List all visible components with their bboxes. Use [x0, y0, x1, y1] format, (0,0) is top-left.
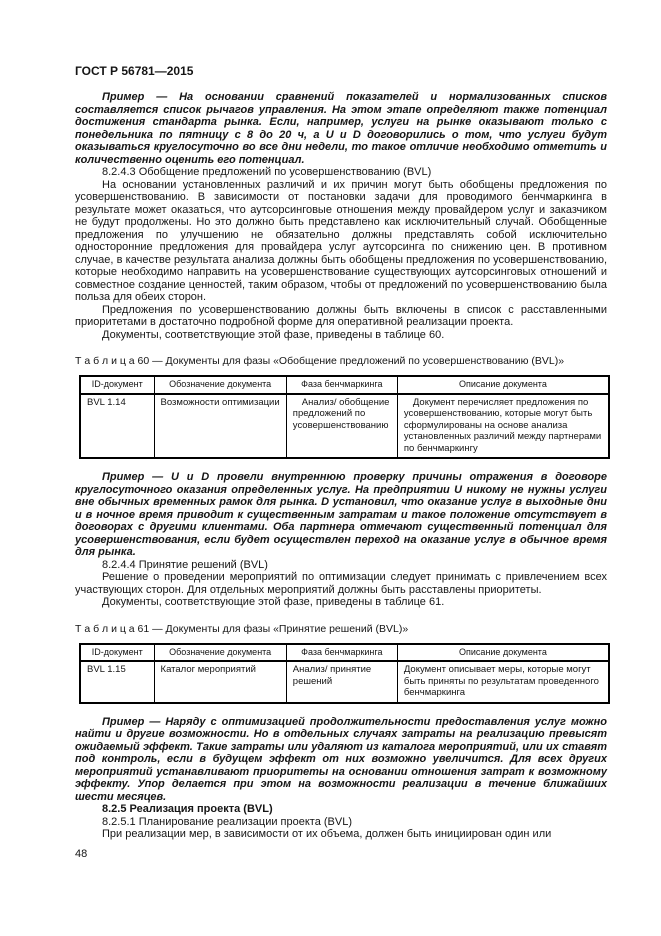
table-60-header-description: Описание документа [397, 376, 609, 394]
table-61-header-phase: Фаза бенчмаркинга [286, 644, 397, 662]
section-heading-8-2-4-3: 8.2.4.3 Обобщение предложений по усовершенствованию (BVL) [102, 166, 432, 178]
section-heading-8-2-4-4: 8.2.4.4 Принятие решений (BVL) [102, 558, 268, 571]
table-61-cell-designation: Каталог мероприятий [154, 661, 286, 703]
table-60-cell-designation: Возможности оптимизации [154, 394, 286, 459]
section-heading-8-2-5-1: 8.2.5.1 Планирование реализации проекта (BVL) [102, 815, 352, 828]
table-60 [79, 375, 610, 459]
table-61-cell-description: Документ описывает меры, которые могут быть приняты по результатам проведенного бенчмаркинга [397, 661, 609, 703]
table-60-header-id: ID-документ [80, 376, 154, 394]
example-paragraph-2: Пример — U и D провели внутреннюю проверку причины отражения в договоре круглосуточного оказания определенных услуг. На предприятии U никому не нужны услуги вне обычных временных рамок для рынка. D установил, что оказание услуг в выходные дни и в ночное время приводит к существенным затратам и такое положение отсутствует в договорах с другими клиентами. Оба партнера отмечают существенный потенциал для усовершенствования, если будет осуществлен переход на оказание услуг в обычное время для рынка. [75, 471, 607, 558]
table-61-header-designation: Обозначение документа [154, 644, 286, 662]
example-paragraph-3: Пример — Наряду с оптимизацией продолжительности предоставления услуг можно найти и другие возможности. Но в отдельных случаях затраты на реализацию превысят ожидаемый эффект. Такие затраты или удаляют из каталога мероприятий, или их ставят под контроль, если в будущем эффект от них возможно увеличится. Для всех других мероприятий устанавливают приоритеты на основании отношения затрат к возможному эффекту. Упор делается при этом на возможности реализации в течение ближайших шести месяцев. [75, 715, 607, 803]
page-content [75, 64, 607, 841]
example-paragraph-1: Пример — На основании сравнений показателей и нормализованных списков составляется список рычагов управления. На этом этапе определяют также потенциал достижения стандарта рынка. Если, например, услуги на рынке оказывают только с понедельника по пятницу с 8 до 20 ч, а U и D договорились о том, что услуги будут оказываться круглосуточно во все дни недели, то такое отличие необходимо отметить и количественно оценить его потенциал. [75, 91, 607, 166]
section-heading-8-2-5: 8.2.5 Реализация проекта (BVL) [102, 803, 273, 815]
standard-number-header: ГОСТ Р 56781—2015 [75, 64, 194, 78]
table-61-header-row [80, 644, 609, 662]
table-61-cell-phase: Анализ/ принятие решений [286, 661, 397, 703]
table-61 [79, 643, 610, 704]
table-61-header-id: ID-документ [80, 644, 154, 662]
body-paragraph-5: Документы, соответствующие этой фазе, приведены в таблице 61. [102, 596, 445, 608]
page-number: 48 [75, 848, 88, 860]
table-60-caption: Т а б л и ц а 60 — Документы для фазы «Обобщение предложений по усовершенствованию (BVL)» [75, 355, 565, 367]
body-paragraph-4: Решение о проведении мероприятий по оптимизации следует принимать с привлечением всех участвующих сторон. Для отдельных мероприятий должны быть расставлены приоритеты. [75, 571, 607, 596]
table-60-cell-id: BVL 1.14 [80, 394, 154, 459]
body-paragraph-3: Документы, соответствующие этой фазе, приведены в таблице 60. [102, 328, 445, 341]
body-paragraph-1: На основании установленных различий и их причин могут быть обобщены предложения по усовершенствованию. В зависимости от постановки задачи для проводимого бенчмаркинга в результате может оказаться, что аутсорсинговые отношения между провайдером услуг и заказчиком не будут продолжены. Но это должно быть представлено как исключительный случай. Обобщенные предложения по улучшению не обязательно должны представлять собой исключительно односторонние предложения для провайдера услуг аутсорсинга по снижению цен. В противном случае, в качестве результата анализа должны быть обобщены предложения по усовершенствованию, которые необходимо направить на усовершенствование существующих аутсорсинговых отношений и совместное создание ценностей, таким образом, чтобы от предложений по усовершенствованию была польза для обеих сторон. [75, 178, 607, 303]
table-60-header-row [80, 376, 609, 394]
table-60-cell-description: Документ перечисляет предложения по усовершенствованию, которые могут быть сформулированы на основе анализа установленных различий между партнерами по бенчмаркингу [397, 394, 609, 459]
table-61-row [80, 661, 609, 703]
body-paragraph-2: Предложения по усовершенствованию должны быть включены в список с расставленными приоритетами в достаточно подробной форме для оперативной реализации проекта. [75, 303, 607, 328]
table-61-cell-id: BVL 1.15 [80, 661, 154, 703]
table-61-header-description: Описание документа [397, 644, 609, 662]
table-60-row [80, 394, 609, 459]
body-paragraph-6: При реализации мер, в зависимости от их объема, должен быть инициирован один или [102, 828, 552, 840]
table-60-header-phase: Фаза бенчмаркинга [286, 376, 397, 394]
table-60-cell-phase: Анализ/ обобщение предложений по усовершенствованию [286, 394, 397, 459]
table-60-header-designation: Обозначение документа [154, 376, 286, 394]
table-61-caption: Т а б л и ц а 61 — Документы для фазы «Принятие решений (BVL)» [75, 622, 409, 635]
